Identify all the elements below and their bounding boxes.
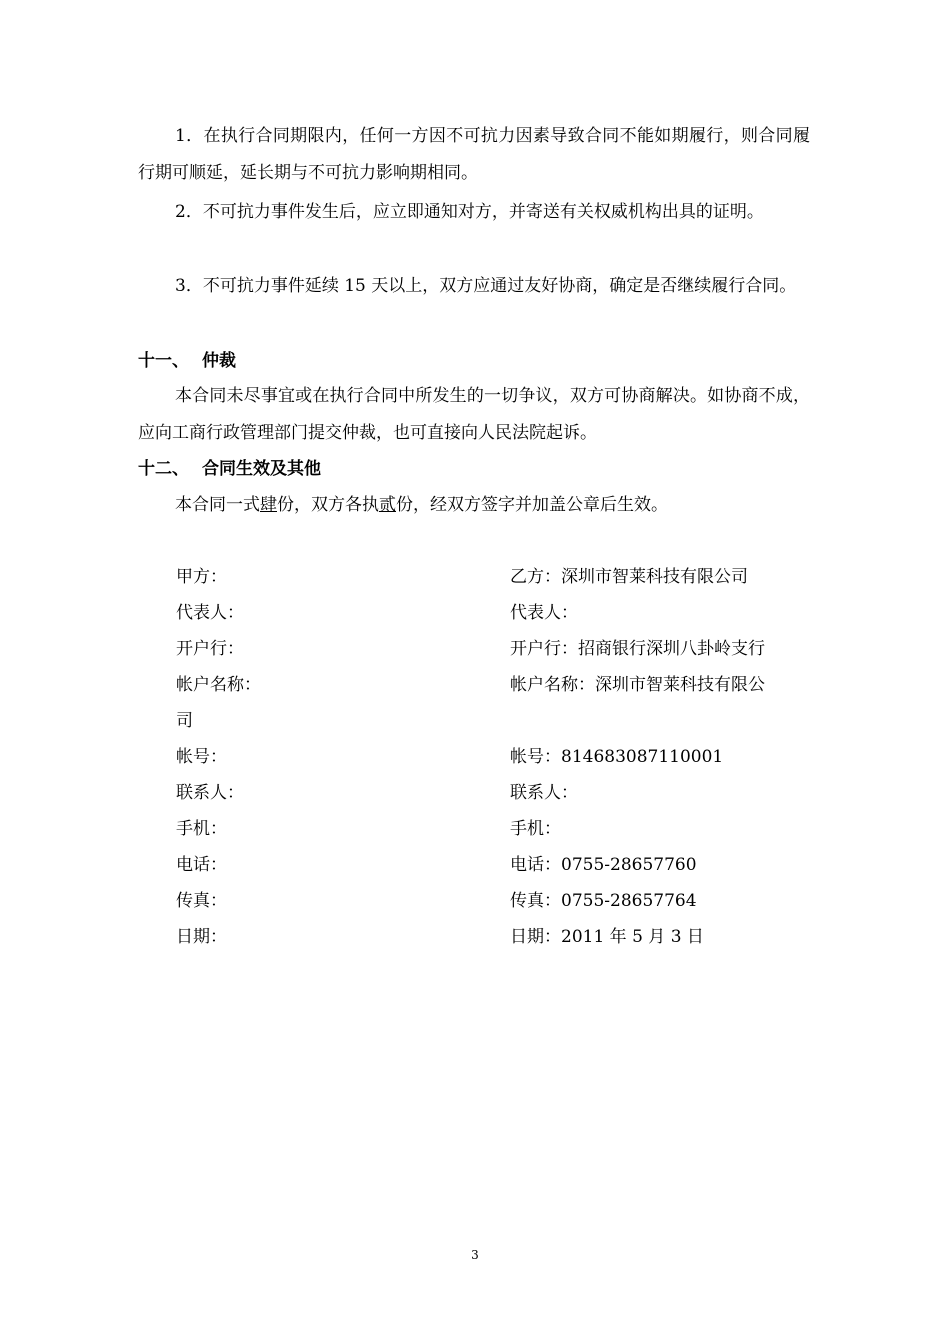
section-12-number: 十二、 [138, 459, 189, 479]
section-11-number: 十一、 [138, 351, 189, 371]
party-b-bank: 开户行：招商银行深圳八卦岭支行 [510, 639, 765, 659]
party-b-contact: 联系人： [510, 783, 578, 803]
party-b-phone: 电话：0755-28657760 [510, 855, 697, 875]
party-a-contact: 联系人： [176, 783, 244, 803]
force-majeure-clause-3: 3．不可抗力事件延续 15 天以上，双方应通过友好协商，确定是否继续履行合同。 [175, 276, 797, 296]
section-11-heading [138, 346, 236, 376]
section-12-heading [138, 454, 321, 484]
party-a-account-number: 帐号： [176, 747, 227, 767]
section-11-title: 仲裁 [202, 351, 236, 371]
section-12-body-start: 本合同一式 [175, 495, 260, 515]
party-a-representative: 代表人： [176, 603, 244, 623]
party-b-name: 乙方：深圳市智莱科技有限公司 [510, 567, 748, 587]
force-majeure-clause-1: 1．在执行合同期限内，任何一方因不可抗力因素导致合同不能如期履行，则合同履行期可顺延，延长期与不可抗力影响期相同。 [138, 126, 810, 183]
party-a-account-name: 帐户名称： [176, 675, 261, 695]
copies-each: 贰 [379, 495, 396, 515]
party-b-account-number: 帐号：814683087110001 [510, 747, 724, 767]
party-a-date: 日期： [176, 927, 227, 947]
party-b-fax: 传真：0755-28657764 [510, 891, 697, 911]
section-12-body-end: 份，经双方签字并加盖公章后生效。 [396, 495, 668, 515]
party-a-account-name-wrap: 司 [176, 711, 193, 731]
party-b-representative: 代表人： [510, 603, 578, 623]
party-a-fax: 传真： [176, 891, 227, 911]
party-a-mobile: 手机： [176, 819, 227, 839]
party-a-bank: 开户行： [176, 639, 244, 659]
section-12-body-middle: 份，双方各执 [277, 495, 379, 515]
section-11-body: 本合同未尽事宜或在执行合同中所发生的一切争议，双方可协商解决。如协商不成，应向工商行政管理部门提交仲裁，也可直接向人民法院起诉。 [138, 386, 810, 443]
party-b-date: 日期：2011 年 5 月 3 日 [510, 927, 704, 947]
copies-total: 肆 [260, 495, 277, 515]
section-12-title: 合同生效及其他 [202, 459, 321, 479]
force-majeure-clause-2: 2．不可抗力事件发生后，应立即通知对方，并寄送有关权威机构出具的证明。 [175, 202, 764, 222]
party-b-account-name: 帐户名称：深圳市智莱科技有限公 [510, 675, 765, 695]
party-b-mobile: 手机： [510, 819, 561, 839]
party-a-phone: 电话： [176, 855, 227, 875]
party-a-name: 甲方： [176, 567, 227, 587]
page-number: 3 [471, 1248, 479, 1262]
section-12-body [138, 487, 810, 524]
